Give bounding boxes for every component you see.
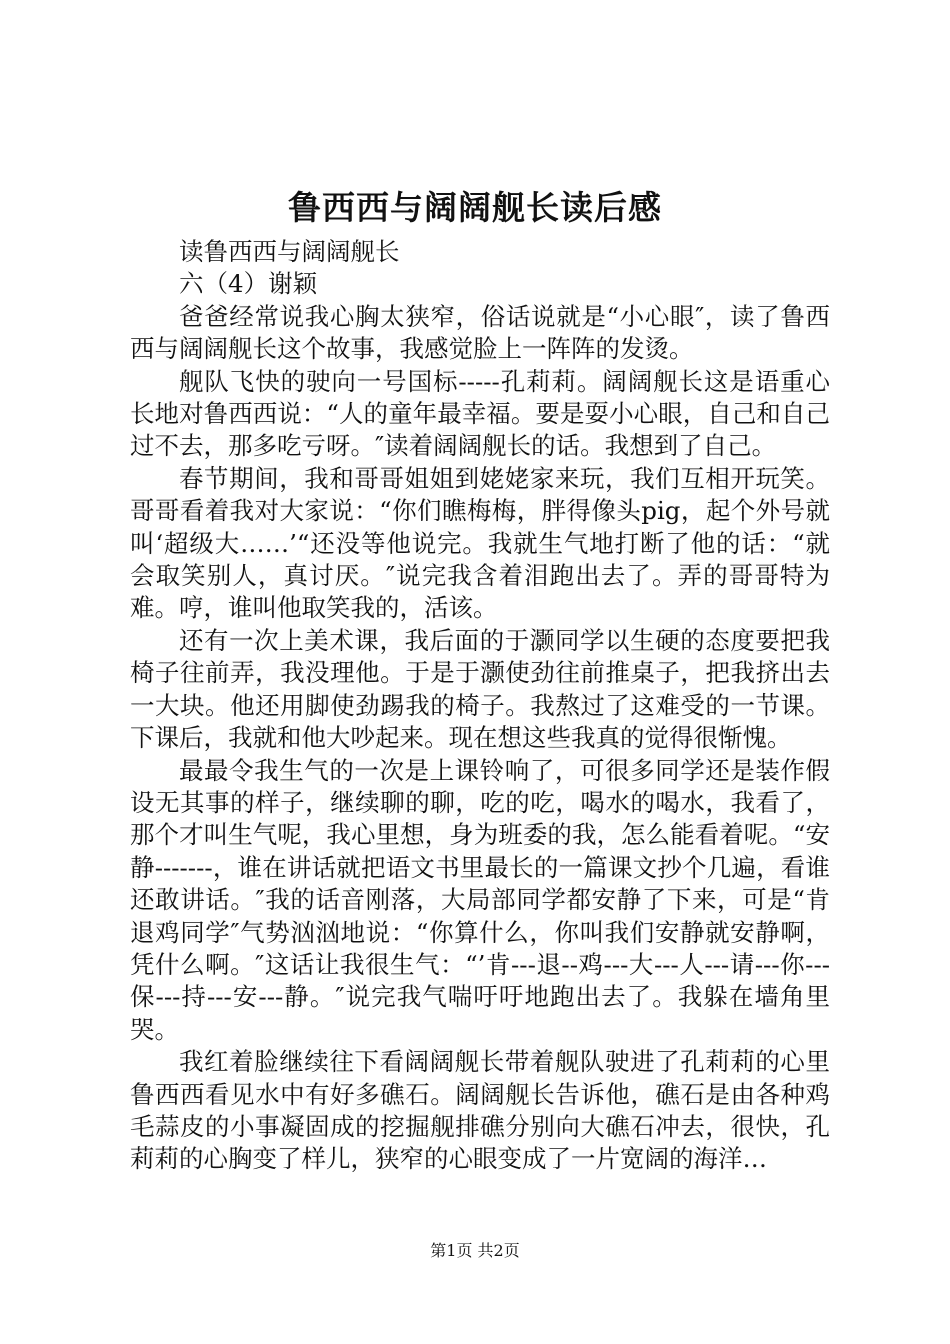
subtitle-paragraph: 读鲁西西与阔阔舰长	[179, 237, 400, 266]
body-paragraph: 爸爸经常说我心胸太狭窄，俗话说就是“小心眼″，读了鲁西西与阔阔舰长这个故事，我感觉脸上一阵阵的发烫。	[130, 301, 830, 364]
page-number-footer: 第1页 共2页	[430, 1241, 520, 1260]
author-paragraph: 六（4）谢颖	[179, 269, 318, 299]
body-paragraph: 舰队飞快的驶向一号国标-----孔莉莉。阔阔舰长这是语重心长地对鲁西西说：“人的童年最幸福。要是耍小心眼，自己和自己过不去，那多吃亏呀。″读着阔阔舰长的话。我想到了自己。	[130, 366, 830, 461]
body-paragraph: 春节期间，我和哥哥姐姐到姥姥家来玩，我们互相开玩笑。哥哥看着我对大家说：“你们瞧梅梅，胖得像头pig，起个外号就叫‘超级大……’“还没等他说完。我就生气地打断了他的话：“就会取笑别人，真讨厌。″说完我含着泪跑出去了。弄的哥哥特为难。哼，谁叫他取笑我的，活该。	[130, 463, 830, 623]
body-paragraph: 还有一次上美术课，我后面的于灏同学以生硬的态度要把我椅子往前弄，我没理他。于是于灏使劲往前推桌子，把我挤出去一大块。他还用脚使劲踢我的椅子。我熬过了这难受的一节课。下课后，我就和他大吵起来。现在想这些我真的觉得很惭愧。	[130, 625, 830, 753]
body-paragraph: 我红着脸继续往下看阔阔舰长带着舰队驶进了孔莉莉的心里鲁西西看见水中有好多礁石。阔阔舰长告诉他，礁石是由各种鸡毛蒜皮的小事凝固成的挖掘舰排礁分别向大礁石冲去，很快，孔莉莉的心胸变了样儿，狭窄的心眼变成了一片宽阔的海洋…	[130, 1047, 830, 1174]
document-title: 鲁西西与阔阔舰长读后感	[288, 188, 662, 227]
document-body	[130, 236, 830, 1176]
body-paragraph: 最最令我生气的一次是上课铃响了，可很多同学还是装作假设无其事的样子，继续聊的聊，吃的吃，喝水的喝水，我看了，那个才叫生气呢，我心里想，身为班委的我，怎么能看着呢。“安静-------，谁在讲话就把语文书里最长的一篇课文抄个几遍，看谁还敢讲话。″我的话音刚落，大局部同学都安静了下来，可是“肯退鸡同学″气势汹汹地说：“你算什么，你叫我们安静就安静啊，凭什么啊。″这话让我很生气：“’肯---退--鸡---大---人---请---你---保---持---安---静。″说完我气喘吁吁地跑出去了。我躲在墙角里哭。	[130, 755, 830, 1044]
